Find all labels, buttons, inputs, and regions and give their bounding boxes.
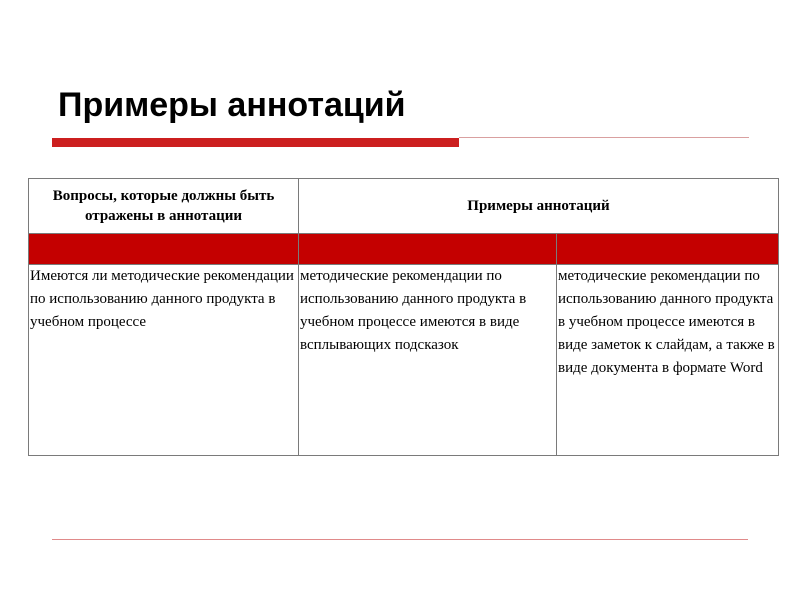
header-questions: Вопросы, которые должны быть отражены в аннотации	[29, 179, 299, 234]
cell-example-1: методические рекомендации по использованию данного продукта в учебном процессе имеются в виде всплывающих подсказок	[299, 265, 557, 456]
accent-cell	[29, 234, 299, 265]
title-divider-line	[459, 137, 749, 138]
table-header-row	[29, 179, 779, 234]
accent-cell	[299, 234, 557, 265]
cell-question: Имеются ли методические рекомендации по использованию данного продукта в учебном процессе	[29, 265, 299, 456]
annotations-table	[28, 178, 779, 456]
table-accent-row	[29, 234, 779, 265]
title-accent-bar	[52, 138, 459, 147]
header-examples: Примеры аннотаций	[299, 179, 779, 234]
slide-title: Примеры аннотаций	[58, 86, 406, 124]
cell-example-2: методические рекомендации по использованию данного продукта в учебном процессе имеются в виде заметок к слайдам, а также в виде документа в формате Word	[557, 265, 779, 456]
table-row	[29, 265, 779, 456]
accent-cell	[557, 234, 779, 265]
footer-divider-line	[52, 539, 748, 540]
